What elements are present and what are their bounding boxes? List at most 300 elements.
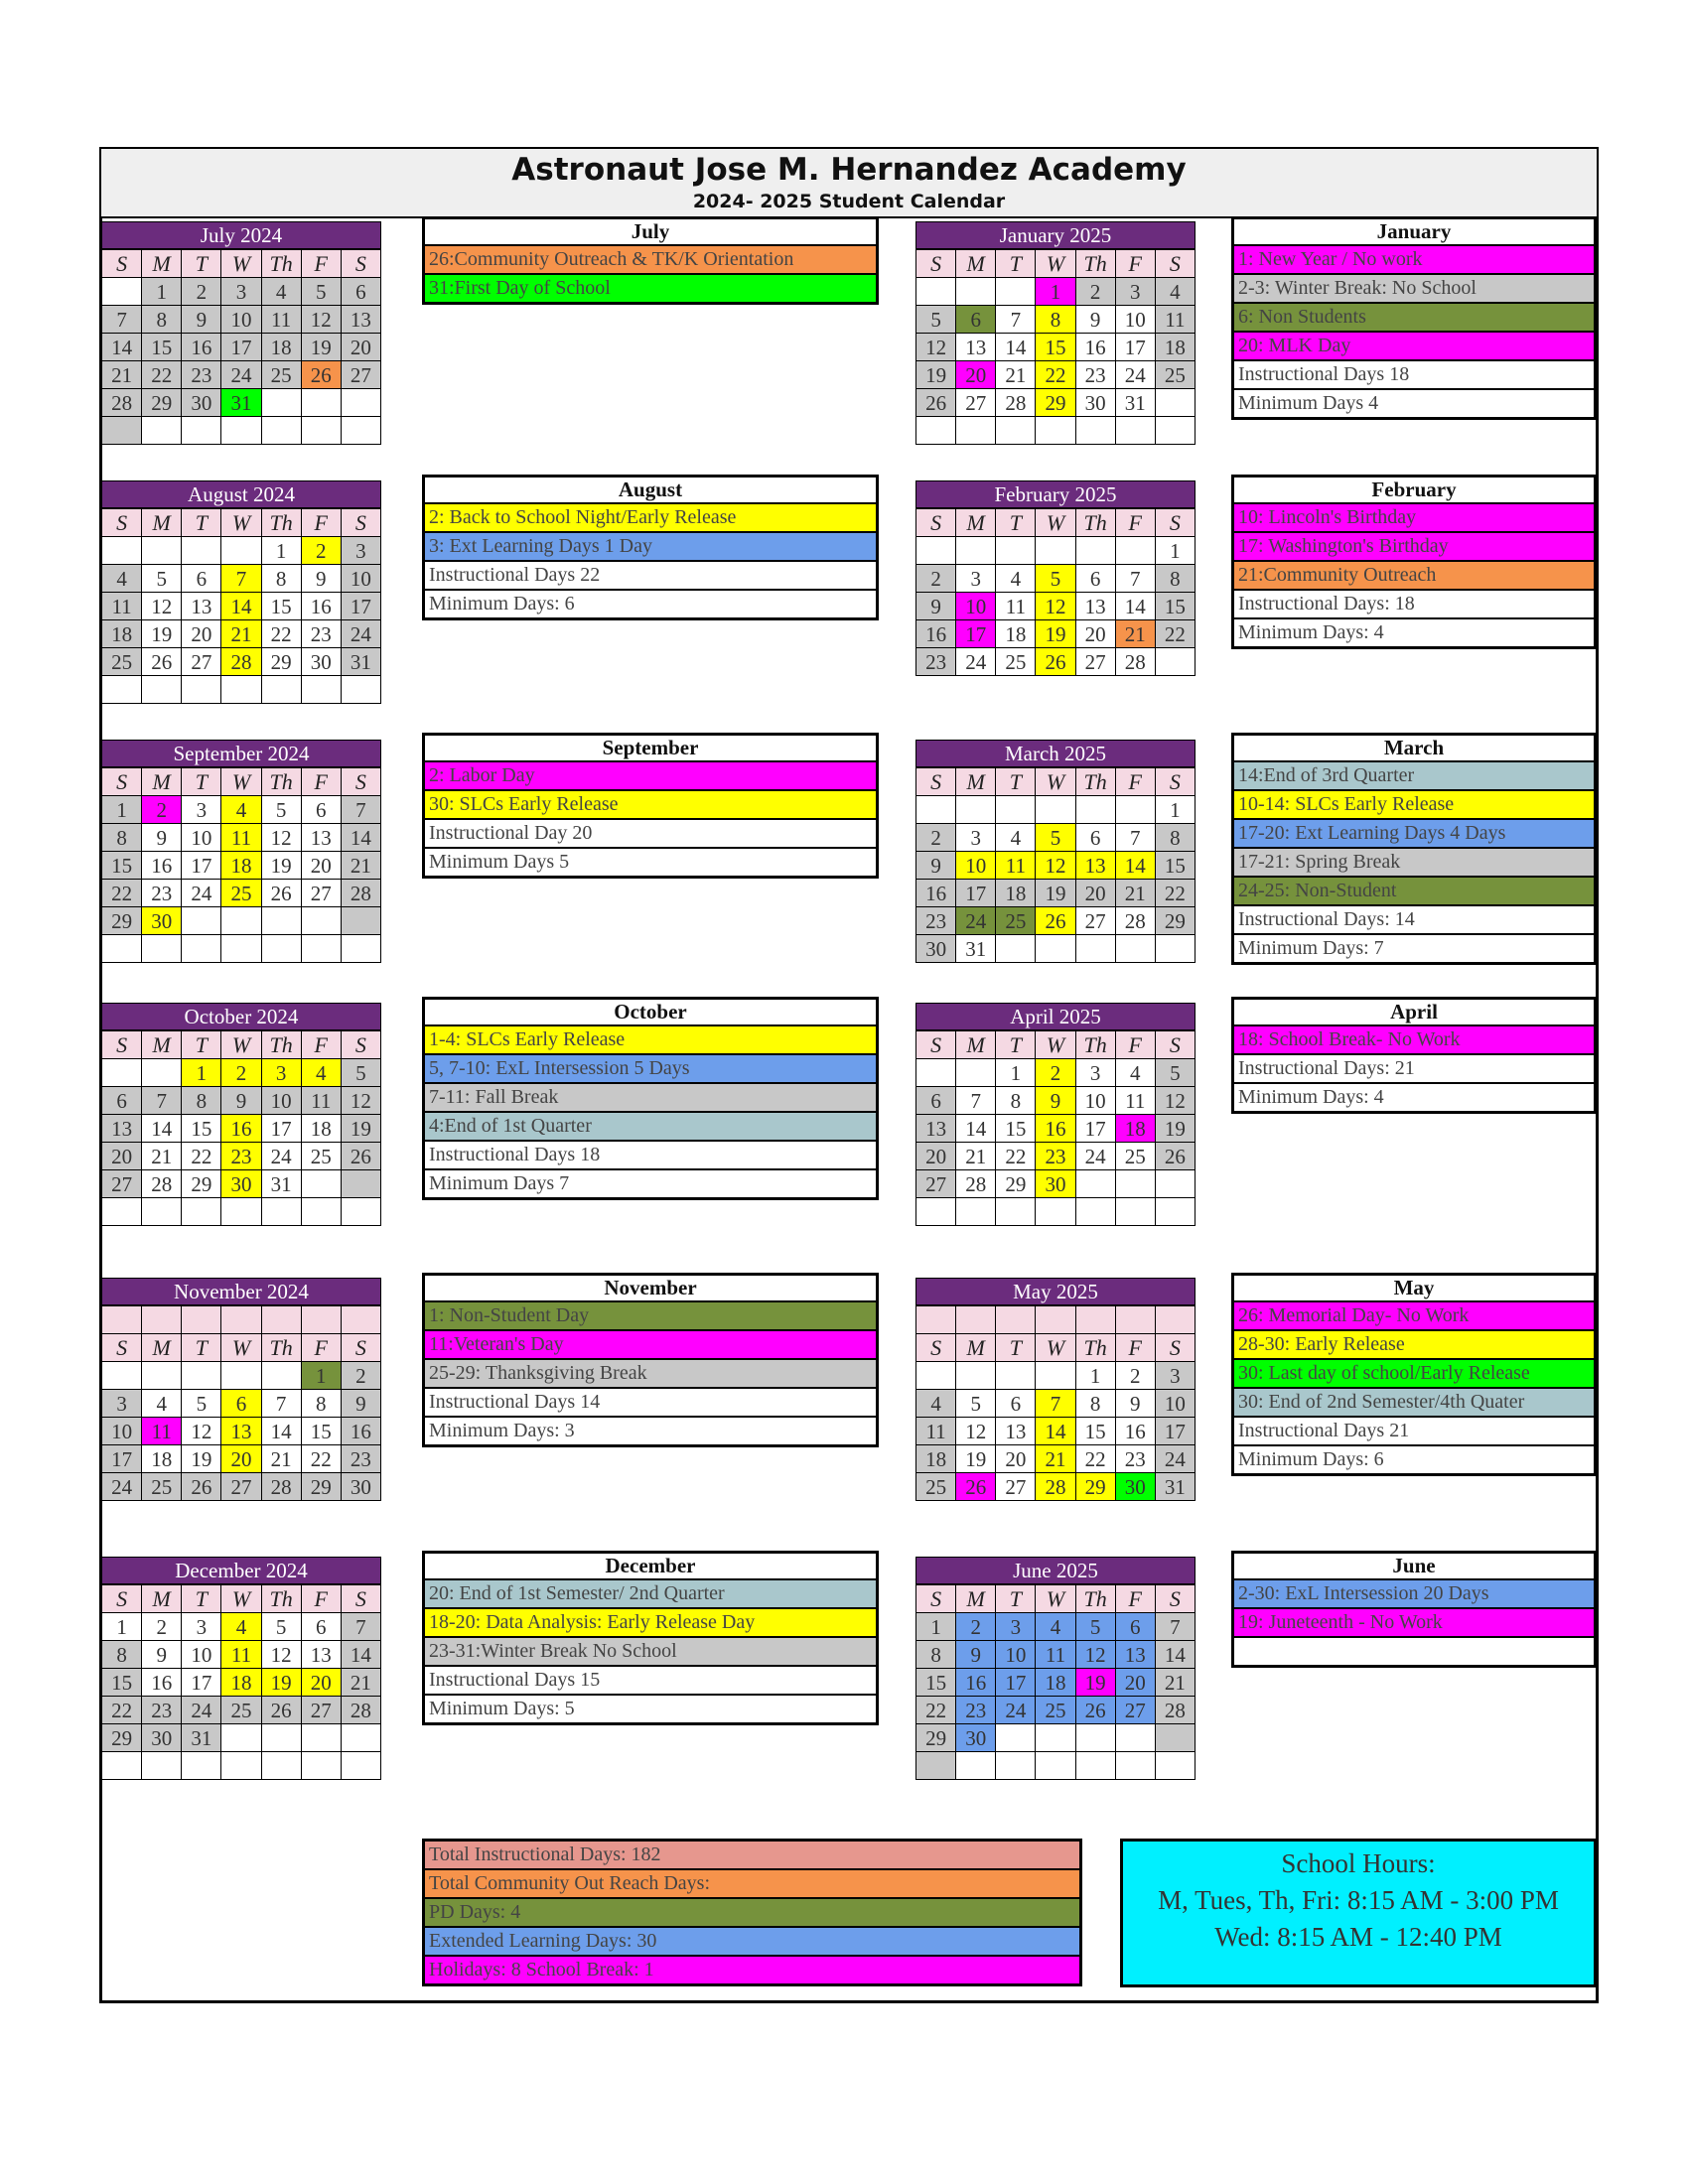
day-cell [261,676,301,704]
day-cell [916,278,956,306]
day-cell: 30 [956,1724,996,1752]
day-cell [956,537,996,565]
day-cell: 10 [102,1418,142,1445]
weekday-header: F [1115,1030,1155,1059]
day-cell [102,935,142,963]
day-cell: 14 [142,1115,182,1143]
day-cell: 13 [301,824,341,852]
note-row: 30: SLCs Early Release [425,791,876,820]
day-cell: 26 [1036,648,1075,676]
day-cell [956,796,996,824]
day-cell: 5 [916,306,956,334]
day-cell: 12 [182,1418,221,1445]
day-cell: 12 [341,1087,380,1115]
weekday-header: Th [261,767,301,796]
weekday-header: T [996,508,1036,537]
day-cell [916,1198,956,1226]
day-cell: 11 [1036,1641,1075,1669]
day-cell: 24 [956,648,996,676]
day-cell: 9 [142,824,182,852]
day-cell: 12 [1036,593,1075,620]
weekday-header: F [1115,1334,1155,1362]
day-cell: 13 [102,1115,142,1143]
month-notes-box [1231,1551,1597,1668]
weekday-header: F [1115,249,1155,278]
day-cell: 7 [996,306,1036,334]
day-cell [1075,1198,1115,1226]
day-cell: 21 [221,620,261,648]
day-cell [996,935,1036,963]
day-cell: 21 [142,1143,182,1170]
weekday-header: S [916,249,956,278]
day-cell: 28 [1115,648,1155,676]
day-cell [102,676,142,704]
month-calendar [101,1003,381,1226]
weekday-header: F [301,1334,341,1362]
weekday-header: T [182,249,221,278]
day-cell: 13 [221,1418,261,1445]
day-cell: 6 [341,278,380,306]
blank-cell [102,1305,142,1334]
day-cell: 24 [1075,1143,1115,1170]
day-cell: 5 [1075,1613,1115,1641]
day-cell [1036,1752,1075,1780]
notes-month-title: August [425,478,876,504]
day-cell: 19 [956,1445,996,1473]
day-cell: 4 [996,824,1036,852]
day-cell [182,1362,221,1390]
month-title: April 2025 [916,1004,1196,1031]
day-cell: 24 [996,1697,1036,1724]
weekday-header: W [221,767,261,796]
weekday-header: Th [261,1030,301,1059]
day-cell: 27 [221,1473,261,1501]
day-cell: 18 [221,852,261,880]
day-cell: 21 [996,361,1036,389]
day-cell: 22 [102,1697,142,1724]
day-cell: 23 [956,1697,996,1724]
weekday-header: M [956,508,996,537]
blank-cell [301,1305,341,1334]
weekday-header: S [1155,1334,1195,1362]
day-cell: 8 [301,1390,341,1418]
day-cell: 25 [996,907,1036,935]
day-cell: 10 [996,1641,1036,1669]
note-row: 19: Juneteenth - No Work [1234,1609,1594,1638]
day-cell: 7 [221,565,261,593]
day-cell: 1 [916,1613,956,1641]
day-cell: 31 [956,935,996,963]
day-cell: 14 [102,334,142,361]
note-row: 4:End of 1st Quarter [425,1113,876,1142]
day-cell: 11 [996,593,1036,620]
day-cell: 18 [996,880,1036,907]
day-cell [1075,537,1115,565]
day-cell [301,676,341,704]
day-cell [1036,537,1075,565]
day-cell: 17 [102,1445,142,1473]
day-cell: 11 [916,1418,956,1445]
day-cell: 12 [261,1641,301,1669]
day-cell: 29 [1036,389,1075,417]
blank-cell [341,1305,380,1334]
weekday-header: T [182,767,221,796]
notes-month-title: April [1234,1000,1594,1026]
weekday-header: S [341,508,380,537]
day-cell: 11 [102,593,142,620]
day-cell: 7 [142,1087,182,1115]
day-cell: 19 [182,1445,221,1473]
day-cell: 7 [341,1613,380,1641]
day-cell [1075,1752,1115,1780]
day-cell: 16 [1115,1418,1155,1445]
note-row: 6: Non Students [1234,304,1594,333]
day-cell: 22 [261,620,301,648]
note-row: 14:End of 3rd Quarter [1234,762,1594,791]
day-cell: 7 [341,796,380,824]
note-row: Instructional Days 14 [425,1389,876,1418]
day-cell: 26 [956,1473,996,1501]
day-cell: 8 [142,306,182,334]
day-cell: 15 [1075,1418,1115,1445]
month-notes-box [422,1551,879,1725]
day-cell: 17 [261,1115,301,1143]
note-row: 30: Last day of school/Early Release [1234,1360,1594,1389]
day-cell: 19 [1075,1669,1115,1697]
weekday-header: Th [261,508,301,537]
day-cell: 20 [301,852,341,880]
day-cell [301,1752,341,1780]
day-cell: 31 [1115,389,1155,417]
day-cell [301,907,341,935]
day-cell: 13 [341,306,380,334]
day-cell: 25 [996,648,1036,676]
day-cell: 18 [221,1669,261,1697]
day-cell: 3 [1115,278,1155,306]
blank-cell [1115,1305,1155,1334]
day-cell: 30 [1115,1473,1155,1501]
day-cell: 5 [301,278,341,306]
blank-cell [142,1305,182,1334]
day-cell: 9 [916,852,956,880]
day-cell: 30 [182,389,221,417]
legend-row: Total Community Out Reach Days: [425,1870,1079,1899]
weekday-header: S [1155,767,1195,796]
school-hours-line2: Wed: 8:15 AM - 12:40 PM [1214,1922,1502,1952]
day-cell [102,1752,142,1780]
day-cell: 8 [182,1087,221,1115]
day-cell: 13 [182,593,221,620]
day-cell: 16 [341,1418,380,1445]
day-cell: 20 [996,1445,1036,1473]
day-cell [301,935,341,963]
day-cell: 30 [142,907,182,935]
day-cell: 22 [142,361,182,389]
day-cell: 13 [301,1641,341,1669]
day-cell: 4 [916,1390,956,1418]
day-cell [142,935,182,963]
day-cell [182,676,221,704]
day-cell [916,1059,956,1087]
day-cell: 19 [261,1669,301,1697]
day-cell: 30 [916,935,956,963]
day-cell: 9 [1075,306,1115,334]
weekday-header: F [301,508,341,537]
day-cell: 20 [916,1143,956,1170]
note-row: 10: Lincoln's Birthday [1234,504,1594,533]
legend-row: Extended Learning Days: 30 [425,1928,1079,1957]
day-cell: 11 [142,1418,182,1445]
weekday-header: S [916,1030,956,1059]
weekday-header: S [341,767,380,796]
day-cell [221,1752,261,1780]
day-cell: 10 [261,1087,301,1115]
note-row: Minimum Days: 4 [1234,1084,1594,1111]
day-cell: 26 [261,1697,301,1724]
day-cell [102,1198,142,1226]
day-cell: 13 [956,334,996,361]
note-row: Minimum Days 7 [425,1170,876,1197]
note-row: 26:Community Outreach & TK/K Orientation [425,246,876,275]
day-cell: 18 [1115,1115,1155,1143]
day-cell: 1 [1036,278,1075,306]
note-row: 23-31:Winter Break No School [425,1638,876,1667]
note-row: 24-25: Non-Student [1234,878,1594,906]
day-cell: 2 [221,1059,261,1087]
day-cell [1155,417,1195,445]
day-cell: 23 [301,620,341,648]
day-cell: 8 [916,1641,956,1669]
weekday-header: M [956,1030,996,1059]
page-subtitle: 2024- 2025 Student Calendar [692,191,1006,212]
day-cell [1155,935,1195,963]
day-cell [996,796,1036,824]
month-title: January 2025 [916,222,1196,250]
day-cell [1115,1752,1155,1780]
day-cell: 10 [1155,1390,1195,1418]
weekday-header: S [916,1584,956,1613]
day-cell: 9 [182,306,221,334]
day-cell: 10 [956,593,996,620]
day-cell [221,676,261,704]
note-row: Minimum Days: 4 [1234,619,1594,646]
notes-month-title: December [425,1554,876,1580]
month-title: June 2025 [916,1558,1196,1585]
day-cell: 20 [341,334,380,361]
blank-cell [182,1305,221,1334]
day-cell: 14 [221,593,261,620]
day-cell: 23 [341,1445,380,1473]
month-calendar [101,740,381,963]
weekday-header: S [102,508,142,537]
day-cell: 7 [102,306,142,334]
note-row: 20: End of 1st Semester/ 2nd Quarter [425,1580,876,1609]
month-notes-box [1231,216,1597,420]
day-cell [996,1362,1036,1390]
day-cell: 11 [301,1087,341,1115]
day-cell: 27 [1115,1697,1155,1724]
day-cell: 2 [341,1362,380,1390]
day-cell: 29 [1155,907,1195,935]
day-cell: 24 [182,880,221,907]
weekday-header: M [142,1030,182,1059]
day-cell: 25 [102,648,142,676]
note-row: 10-14: SLCs Early Release [1234,791,1594,820]
day-cell: 19 [301,334,341,361]
month-calendar [915,740,1196,963]
weekday-header: Th [261,1584,301,1613]
day-cell: 5 [182,1390,221,1418]
month-title: July 2024 [102,222,381,250]
day-cell: 27 [996,1473,1036,1501]
day-cell: 13 [916,1115,956,1143]
day-cell: 19 [1036,880,1075,907]
day-cell: 28 [996,389,1036,417]
day-cell [1115,1198,1155,1226]
day-cell: 3 [261,1059,301,1087]
weekday-header: S [1155,508,1195,537]
day-cell [1115,1724,1155,1752]
month-title: October 2024 [102,1004,381,1031]
day-cell: 2 [916,824,956,852]
note-row: 17-21: Spring Break [1234,849,1594,878]
month-title: September 2024 [102,741,381,768]
weekday-header: Th [261,249,301,278]
day-cell [261,1724,301,1752]
day-cell: 15 [1155,852,1195,880]
note-row: Instructional Days: 14 [1234,906,1594,935]
day-cell: 15 [102,1669,142,1697]
day-cell: 5 [261,1613,301,1641]
day-cell [261,1752,301,1780]
day-cell: 10 [1115,306,1155,334]
note-row: Instructional Days 15 [425,1667,876,1696]
weekday-header: W [221,1334,261,1362]
day-cell: 6 [301,796,341,824]
day-cell: 27 [301,880,341,907]
day-cell [102,537,142,565]
month-title: November 2024 [102,1279,381,1306]
weekday-header: S [916,508,956,537]
day-cell: 26 [1036,907,1075,935]
day-cell: 15 [1155,593,1195,620]
day-cell [1115,796,1155,824]
note-row: Instructional Days: 18 [1234,591,1594,619]
day-cell: 17 [1075,1115,1115,1143]
note-row: 7-11: Fall Break [425,1084,876,1113]
day-cell: 26 [142,648,182,676]
day-cell [1036,417,1075,445]
day-cell: 20 [956,361,996,389]
day-cell: 17 [341,593,380,620]
weekday-header: M [142,249,182,278]
day-cell: 8 [1075,1390,1115,1418]
day-cell: 22 [301,1445,341,1473]
day-cell [142,1362,182,1390]
note-row: Instructional Days 22 [425,562,876,591]
notes-month-title: March [1234,736,1594,762]
day-cell: 20 [1115,1669,1155,1697]
day-cell: 22 [1075,1445,1115,1473]
day-cell: 2 [956,1613,996,1641]
day-cell: 21 [102,361,142,389]
day-cell: 6 [1075,565,1115,593]
note-row: 17: Washington's Birthday [1234,533,1594,562]
weekday-header: W [1036,508,1075,537]
day-cell: 17 [996,1669,1036,1697]
day-cell [102,278,142,306]
day-cell [916,796,956,824]
day-cell [1075,417,1115,445]
note-row: 1: Non-Student Day [425,1302,876,1331]
day-cell: 6 [1075,824,1115,852]
blank-cell [916,1305,956,1334]
day-cell: 28 [956,1170,996,1198]
day-cell: 14 [1115,852,1155,880]
day-cell [221,1362,261,1390]
day-cell: 12 [1155,1087,1195,1115]
day-cell: 29 [182,1170,221,1198]
day-cell [102,1059,142,1087]
day-cell [956,1362,996,1390]
day-cell [1155,1724,1195,1752]
blank-cell [221,1305,261,1334]
day-cell: 11 [996,852,1036,880]
weekday-header: S [916,1334,956,1362]
blank-cell [996,1305,1036,1334]
day-cell: 17 [1155,1418,1195,1445]
month-notes-box [1231,475,1597,649]
day-cell: 24 [261,1143,301,1170]
day-cell: 15 [996,1115,1036,1143]
month-calendar [101,221,381,445]
day-cell [341,417,380,445]
day-cell: 5 [1036,824,1075,852]
day-cell: 28 [341,880,380,907]
legend-row: PD Days: 4 [425,1899,1079,1928]
day-cell: 11 [221,1641,261,1669]
notes-month-title: September [425,736,876,762]
month-title: August 2024 [102,481,381,509]
weekday-header: W [1036,249,1075,278]
day-cell: 16 [916,620,956,648]
day-cell [221,1198,261,1226]
day-cell [261,417,301,445]
weekday-header: Th [1075,767,1115,796]
note-row: 18-20: Data Analysis: Early Release Day [425,1609,876,1638]
day-cell: 15 [301,1418,341,1445]
note-row: Minimum Days: 7 [1234,935,1594,962]
day-cell [956,417,996,445]
day-cell: 21 [1155,1669,1195,1697]
day-cell: 19 [1036,620,1075,648]
day-cell: 1 [1155,796,1195,824]
weekday-header: M [956,1334,996,1362]
day-cell: 18 [261,334,301,361]
note-row: Minimum Days: 3 [425,1418,876,1444]
day-cell: 30 [341,1473,380,1501]
note-row: 2-30: ExL Intersession 20 Days [1234,1580,1594,1609]
day-cell: 1 [102,796,142,824]
day-cell [1075,1724,1115,1752]
day-cell: 21 [261,1445,301,1473]
month-notes-box [422,475,879,620]
weekday-header: S [341,1334,380,1362]
day-cell: 9 [1115,1390,1155,1418]
day-cell: 30 [142,1724,182,1752]
note-row: Minimum Days 5 [425,849,876,876]
day-cell: 10 [956,852,996,880]
